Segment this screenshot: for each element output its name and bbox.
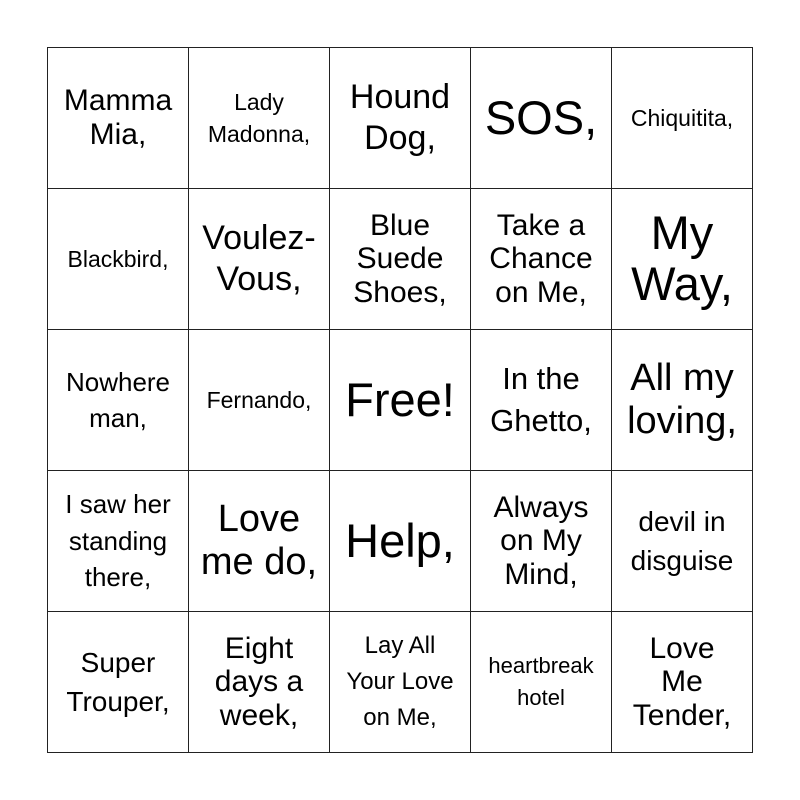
bingo-cell[interactable] bbox=[330, 471, 471, 612]
bingo-cell[interactable] bbox=[189, 471, 330, 612]
bingo-cell[interactable] bbox=[48, 612, 189, 753]
cell-text: Help, bbox=[345, 513, 455, 567]
bingo-cell[interactable] bbox=[48, 471, 189, 612]
cell-text: In the Ghetto, bbox=[490, 360, 592, 438]
bingo-board bbox=[47, 47, 753, 753]
cell-text: Love me do, bbox=[200, 497, 318, 583]
cell-text: Chiquitita, bbox=[630, 104, 734, 131]
cell-text: Hound Dog, bbox=[349, 78, 451, 157]
bingo-cell[interactable] bbox=[48, 48, 189, 189]
cell-text: Blackbird, bbox=[67, 245, 169, 272]
bingo-cell[interactable] bbox=[330, 612, 471, 753]
bingo-cell[interactable] bbox=[189, 330, 330, 471]
bingo-cell[interactable] bbox=[471, 471, 612, 612]
bingo-cell[interactable] bbox=[471, 48, 612, 189]
cell-text: Lay All Your Love on Me, bbox=[346, 632, 454, 731]
bingo-cell[interactable] bbox=[471, 330, 612, 471]
cell-text: Blue Suede Shoes, bbox=[353, 208, 447, 309]
free-space-text: Free! bbox=[345, 372, 455, 426]
bingo-cell[interactable] bbox=[612, 330, 753, 471]
bingo-cell[interactable] bbox=[612, 612, 753, 753]
cell-text: Take a Chance on Me, bbox=[489, 208, 593, 309]
bingo-cell[interactable] bbox=[330, 189, 471, 330]
cell-text: Nowhere man, bbox=[65, 366, 171, 433]
bingo-cell[interactable] bbox=[612, 471, 753, 612]
bingo-cell[interactable] bbox=[189, 48, 330, 189]
cell-text: Fernando, bbox=[206, 386, 312, 413]
bingo-cell[interactable] bbox=[471, 189, 612, 330]
cell-text: Voulez- Vous, bbox=[202, 219, 316, 298]
bingo-cell[interactable] bbox=[189, 189, 330, 330]
cell-text: My Way, bbox=[631, 206, 733, 310]
cell-text: Always on My Mind, bbox=[493, 490, 589, 591]
cell-text: All my loving, bbox=[627, 356, 737, 442]
cell-text: Eight days a week, bbox=[214, 631, 304, 732]
bingo-cell[interactable] bbox=[48, 330, 189, 471]
cell-text: Mamma Mia, bbox=[63, 84, 173, 151]
cell-text: Love Me Tender, bbox=[632, 631, 732, 732]
cell-text: I saw her standing there, bbox=[65, 489, 171, 593]
free-space-cell[interactable] bbox=[330, 330, 471, 471]
bingo-cell[interactable] bbox=[48, 189, 189, 330]
cell-text: heartbreak hotel bbox=[488, 653, 594, 710]
cell-text: SOS, bbox=[484, 90, 598, 144]
bingo-cell[interactable] bbox=[189, 612, 330, 753]
cell-text: Lady Madonna, bbox=[207, 88, 311, 147]
cell-text: devil in disguise bbox=[630, 505, 734, 576]
bingo-cell[interactable] bbox=[471, 612, 612, 753]
bingo-cell[interactable] bbox=[612, 189, 753, 330]
cell-text: Super Trouper, bbox=[66, 646, 170, 717]
bingo-cell[interactable] bbox=[330, 48, 471, 189]
bingo-cell[interactable] bbox=[612, 48, 753, 189]
